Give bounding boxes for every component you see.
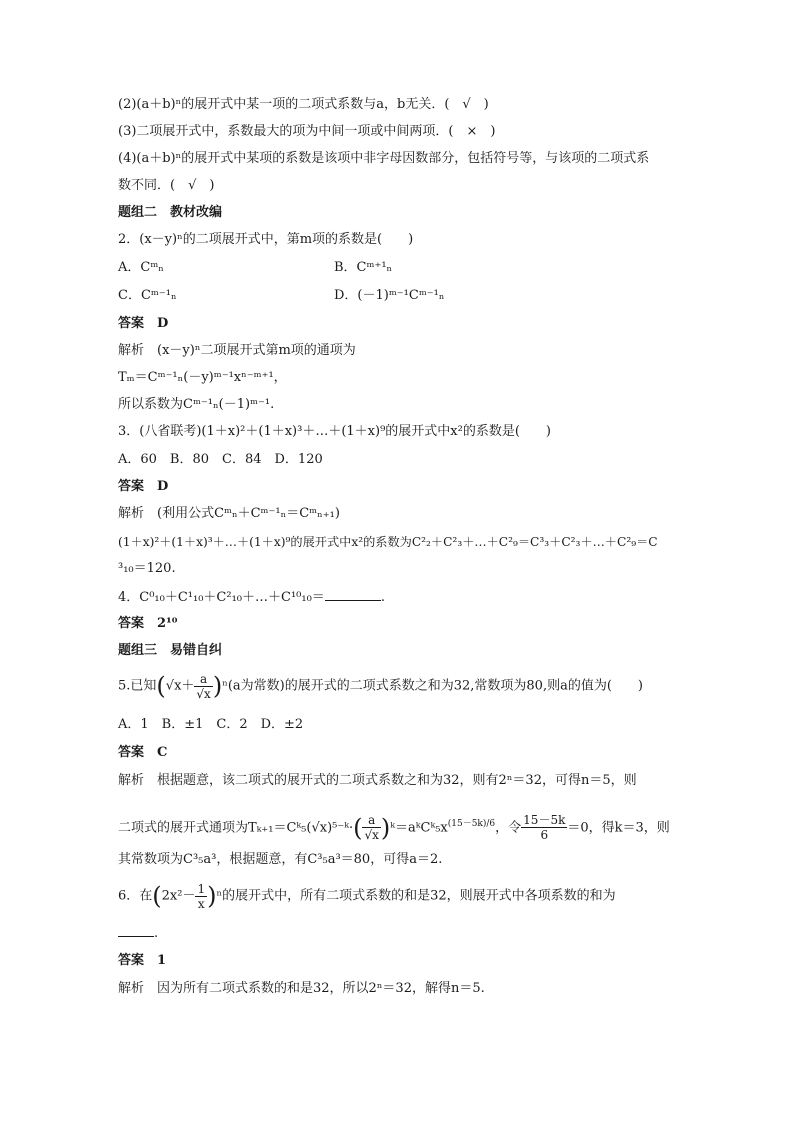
item-2: (2)(a＋b)ⁿ的展开式中某一项的二项式系数与a，b无关．( √ ) <box>118 97 489 112</box>
question-4-end: . <box>380 590 385 605</box>
right-paren: ) <box>380 813 391 842</box>
question-5-solution-2-lead: 二项式的展开式通项为Tₖ₊₁＝Cᵏ₅(√x)⁵⁻ᵏ· <box>118 820 354 836</box>
question-5-sqrt: √x＋ <box>165 678 195 694</box>
question-3-options: A．60 B．80 C．84 D．120 <box>118 452 323 467</box>
group3-title: 题组三 易错自纠 <box>118 643 223 658</box>
question-5-solution-2-mid: ᵏ＝aᵏCᵏ₅x <box>390 820 448 836</box>
question-6-answer: 答案 1 <box>118 953 167 968</box>
question-2-option-c: C．Cᵐ⁻¹ₙ <box>118 288 177 303</box>
question-6-end: . <box>154 926 159 941</box>
question-5-solution-fraction <box>362 813 380 842</box>
question-5 <box>118 668 643 705</box>
question-6-lead: 6．在 <box>118 888 153 904</box>
question-2: 2．(x－y)ⁿ的二项展开式中，第m项的系数是( ) <box>118 232 414 247</box>
question-5-solution-2 <box>118 806 670 846</box>
question-6-fraction-denominator: x <box>197 896 205 911</box>
question-5-fraction-denominator: √x <box>196 686 211 701</box>
question-5-solution-1: 解析 根据题意，该二项式的展开式的二项式系数之和为32，则有2ⁿ＝32，可得n＝5，则 <box>118 773 637 788</box>
item-4-line2: 数不同．( √ ) <box>118 178 215 193</box>
question-2-answer: 答案 D <box>118 316 169 331</box>
question-6-solution-1: 解析 因为所有二项式系数的和是32，所以2ⁿ＝32，解得n＝5. <box>118 981 485 996</box>
right-paren: ) <box>207 882 217 910</box>
question-5-solution-exponent: (15－5k)/6 <box>447 819 496 829</box>
question-5-solution-equation-denominator: 6 <box>540 828 549 843</box>
group2-title: 题组二 教材改编 <box>118 205 223 220</box>
question-5-fraction <box>194 672 212 701</box>
question-4-answer: 答案 2¹⁰ <box>118 616 178 631</box>
question-3-solution-1: 解析 (利用公式Cᵐₙ＋Cᵐ⁻¹ₙ＝Cᵐₙ₊₁) <box>118 506 340 521</box>
question-3: 3．(八省联考)(1＋x)²＋(1＋x)³＋…＋(1＋x)⁹的展开式中x²的系数是( ) <box>118 424 551 439</box>
question-2-option-d: D．(－1)ᵐ⁻¹Cᵐ⁻¹ₙ <box>334 288 445 303</box>
question-3-solution-3: ³₁₀＝120. <box>118 561 176 576</box>
question-6-tail: ⁿ的展开式中，所有二项式系数的和是32，则展开式中各项系数的和为 <box>216 888 616 904</box>
question-5-solution-3: 其常数项为C³₅a³，根据题意，有C³₅a³＝80，可得a＝2. <box>118 852 443 867</box>
item-3: (3)二项展开式中，系数最大的项为中间一项或中间两项．( × ) <box>118 124 496 139</box>
question-6-fraction-numerator: 1 <box>197 881 206 896</box>
question-5-solution-equation-numerator: 15－5k <box>523 813 566 828</box>
question-5-answer: 答案 C <box>118 745 168 760</box>
left-paren: ( <box>152 882 162 910</box>
question-2-solution-3: 所以系数为Cᵐ⁻¹ₙ(－1)ᵐ⁻¹. <box>118 397 275 412</box>
question-5-tail: ⁿ(a为常数)的展开式的二项式系数之和为32,常数项为80,则a的值为( ) <box>222 678 643 694</box>
left-paren: ( <box>156 672 166 700</box>
question-5-solution-fraction-denominator: √x <box>364 828 379 843</box>
question-4 <box>118 588 385 607</box>
question-2-solution-1: 解析 (x－y)ⁿ二项展开式第m项的通项为 <box>118 343 356 358</box>
question-6 <box>118 878 616 915</box>
question-2-solution-2: Tₘ＝Cᵐ⁻¹ₙ(－y)ᵐ⁻¹xⁿ⁻ᵐ⁺¹， <box>118 370 287 385</box>
question-2-option-b: B．Cᵐ⁺¹ₙ <box>334 260 393 275</box>
right-paren: ) <box>212 672 223 700</box>
question-5-solution-fraction-numerator: a <box>362 813 380 828</box>
question-6-expression: 2x²－ <box>161 888 196 904</box>
question-6-blank-line <box>118 924 158 943</box>
question-2-option-a: A．Cᵐₙ <box>118 260 164 275</box>
question-3-answer: 答案 D <box>118 479 169 494</box>
item-4-line1: (4)(a＋b)ⁿ的展开式中某项的系数是该项中非字母因数部分，包括符号等，与该项的二项式系 <box>118 151 650 166</box>
question-4-text: 4．C⁰₁₀＋C¹₁₀＋C²₁₀＋…＋C¹⁰₁₀＝ <box>118 590 325 605</box>
question-5-lead: 5.已知 <box>118 678 157 694</box>
question-5-solution-2-tail: ＝0，得k＝3，则 <box>567 820 670 836</box>
answer-blank <box>325 588 381 601</box>
answer-blank <box>118 924 154 937</box>
question-3-solution-2: (1＋x)²＋(1＋x)³＋…＋(1＋x)⁹的展开式中x²的系数为C²₂＋C²₃＋…＋C²₉＝C³₃＋C²₃＋…＋C²₉＝C <box>118 535 658 549</box>
question-5-solution-equation-fraction <box>521 813 567 842</box>
question-5-options: A．1 B．±1 C．2 D．±2 <box>118 717 304 732</box>
question-6-fraction <box>195 882 207 911</box>
question-5-fraction-numerator: a <box>194 672 212 687</box>
question-5-solution-2-let: ，令 <box>495 820 522 836</box>
left-paren: ( <box>353 813 363 842</box>
